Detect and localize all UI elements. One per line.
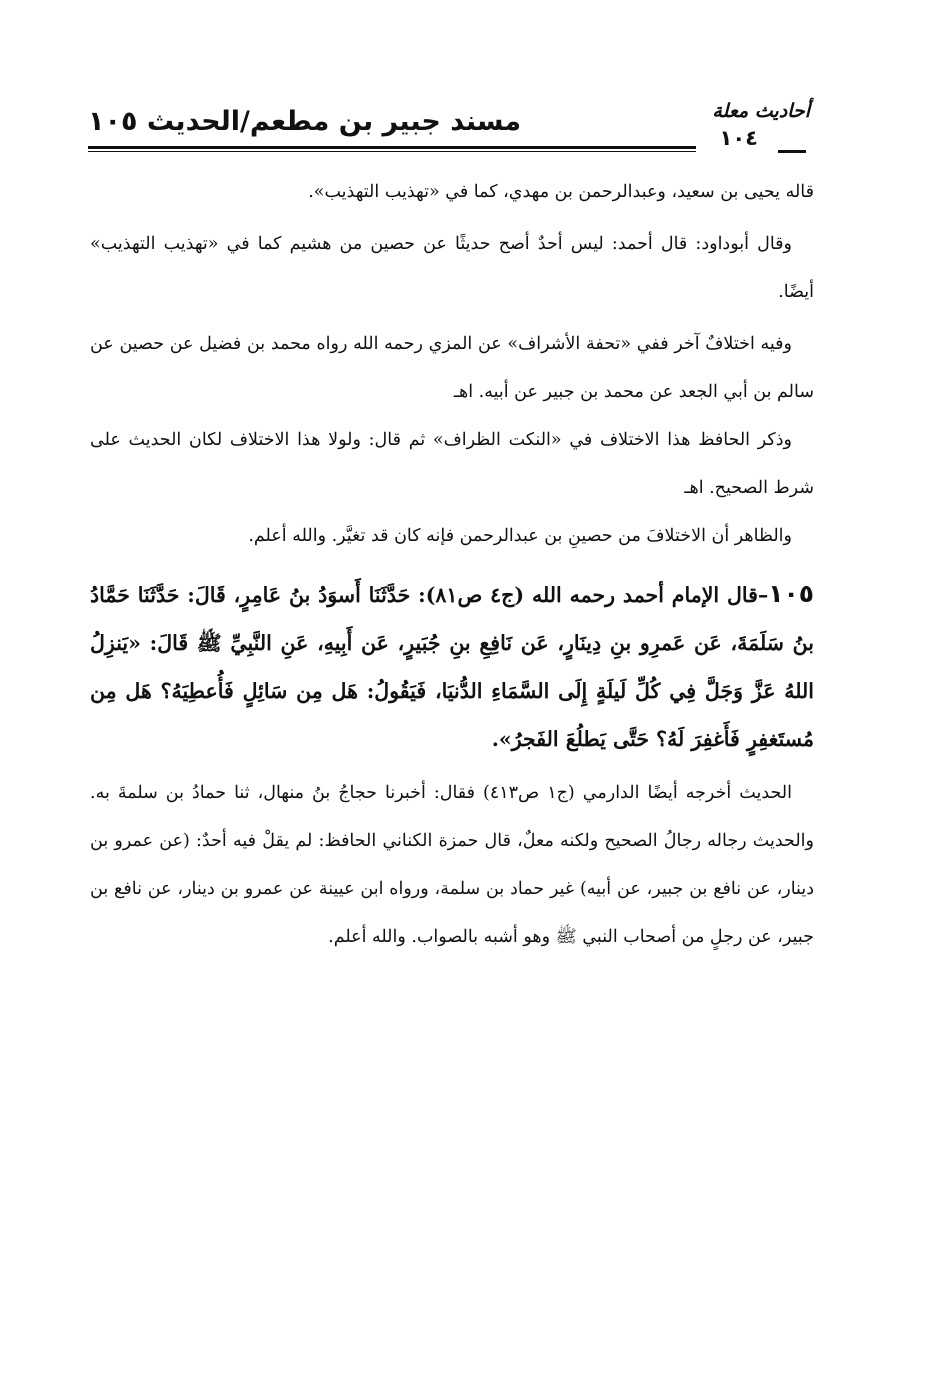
hadith-text-block: [90, 570, 814, 763]
header-rule-thin: [88, 151, 696, 152]
hadith-number: ١٠٥: [768, 579, 814, 608]
running-title: مسند جبير بن مطعم/الحديث ١٠٥: [88, 106, 522, 137]
paragraph: قاله يحيى بن سعيد، وعبدالرحمن بن مهدي، كما في «تهذيب التهذيب».: [308, 182, 814, 202]
book-logo-text: أحاديث معلة: [712, 100, 810, 122]
commentary-paragraph: الحديث أخرجه أيضًا الدارمي (ج١ ص٤١٣) فقال: أخبرنا حجاجُ بنُ منهال، ثنا حمادُ بن سلمةَ به. والحديث رجاله رجالُ الصحيح ولكنه معلٌ، قال حمزة الكناني الحافظ: لم يقلْ فيه أحدٌ: (عن عمرو بن دينار، عن نافع بن جبير، عن أبيه) غير حماد بن سلمة، ورواه ابن عيينة عن عمرو بن دينار، عن نافع بن جبير، عن رجلٍ من أصحاب النبي ﷺ وهو أشبه بالصواب. والله أعلم.: [90, 783, 814, 947]
header-rule-thick: [88, 146, 696, 149]
page-body: [90, 168, 814, 961]
paragraph: وقال أبوداود: قال أحمد: ليس أحدٌ أصح حديثًا عن حصين من هشيم كما في «تهذيب التهذيب» أيضًا.: [90, 234, 814, 302]
paragraph: وفيه اختلافٌ آخر ففي «تحفة الأشراف» عن المزي رحمه الله رواه محمد بن فضيل عن حصين عن سالم بن أبي الجعد عن محمد بن جبير عن أبيه. اهـ: [90, 334, 814, 402]
paragraph: وذكر الحافظ هذا الاختلاف في «النكت الظراف» ثم قال: ولولا هذا الاختلاف لكان الحديث على شرط الصحيح. اهـ: [90, 430, 814, 498]
header-rule-short: [778, 150, 806, 153]
hadith-text: –قال الإمام أحمد رحمه الله (ج٤ ص٨١): حَدَّثَنَا أَسوَدُ بنُ عَامِرٍ، قَالَ: حَدَّثَنَا حَمَّادُ بنُ سَلَمَةَ، عَن عَمرِو بنِ دِينَارٍ، عَن نَافِعِ بنِ جُبَيرٍ، عَن أَبِيهِ، عَنِ النَّبِيِّ ﷺ قَالَ: «يَنزِلُ اللهُ عَزَّ وَجَلَّ فِي كُلِّ لَيلَةٍ إِلَى السَّمَاءِ الدُّنيَا، فَيَقُولُ: هَل مِن سَائِلٍ فَأُعطِيَهُ؟ هَل مِن مُستَغفِرٍ فَأَغفِرَ لَهُ؟ حَتَّى يَطلُعَ الفَجرُ».: [90, 583, 814, 751]
paragraph: والظاهر أن الاختلافَ من حصينِ بن عبدالرحمن فإنه كان قد تغيَّر. والله أعلم.: [248, 526, 792, 546]
page-number: ١٠٤: [719, 126, 758, 150]
